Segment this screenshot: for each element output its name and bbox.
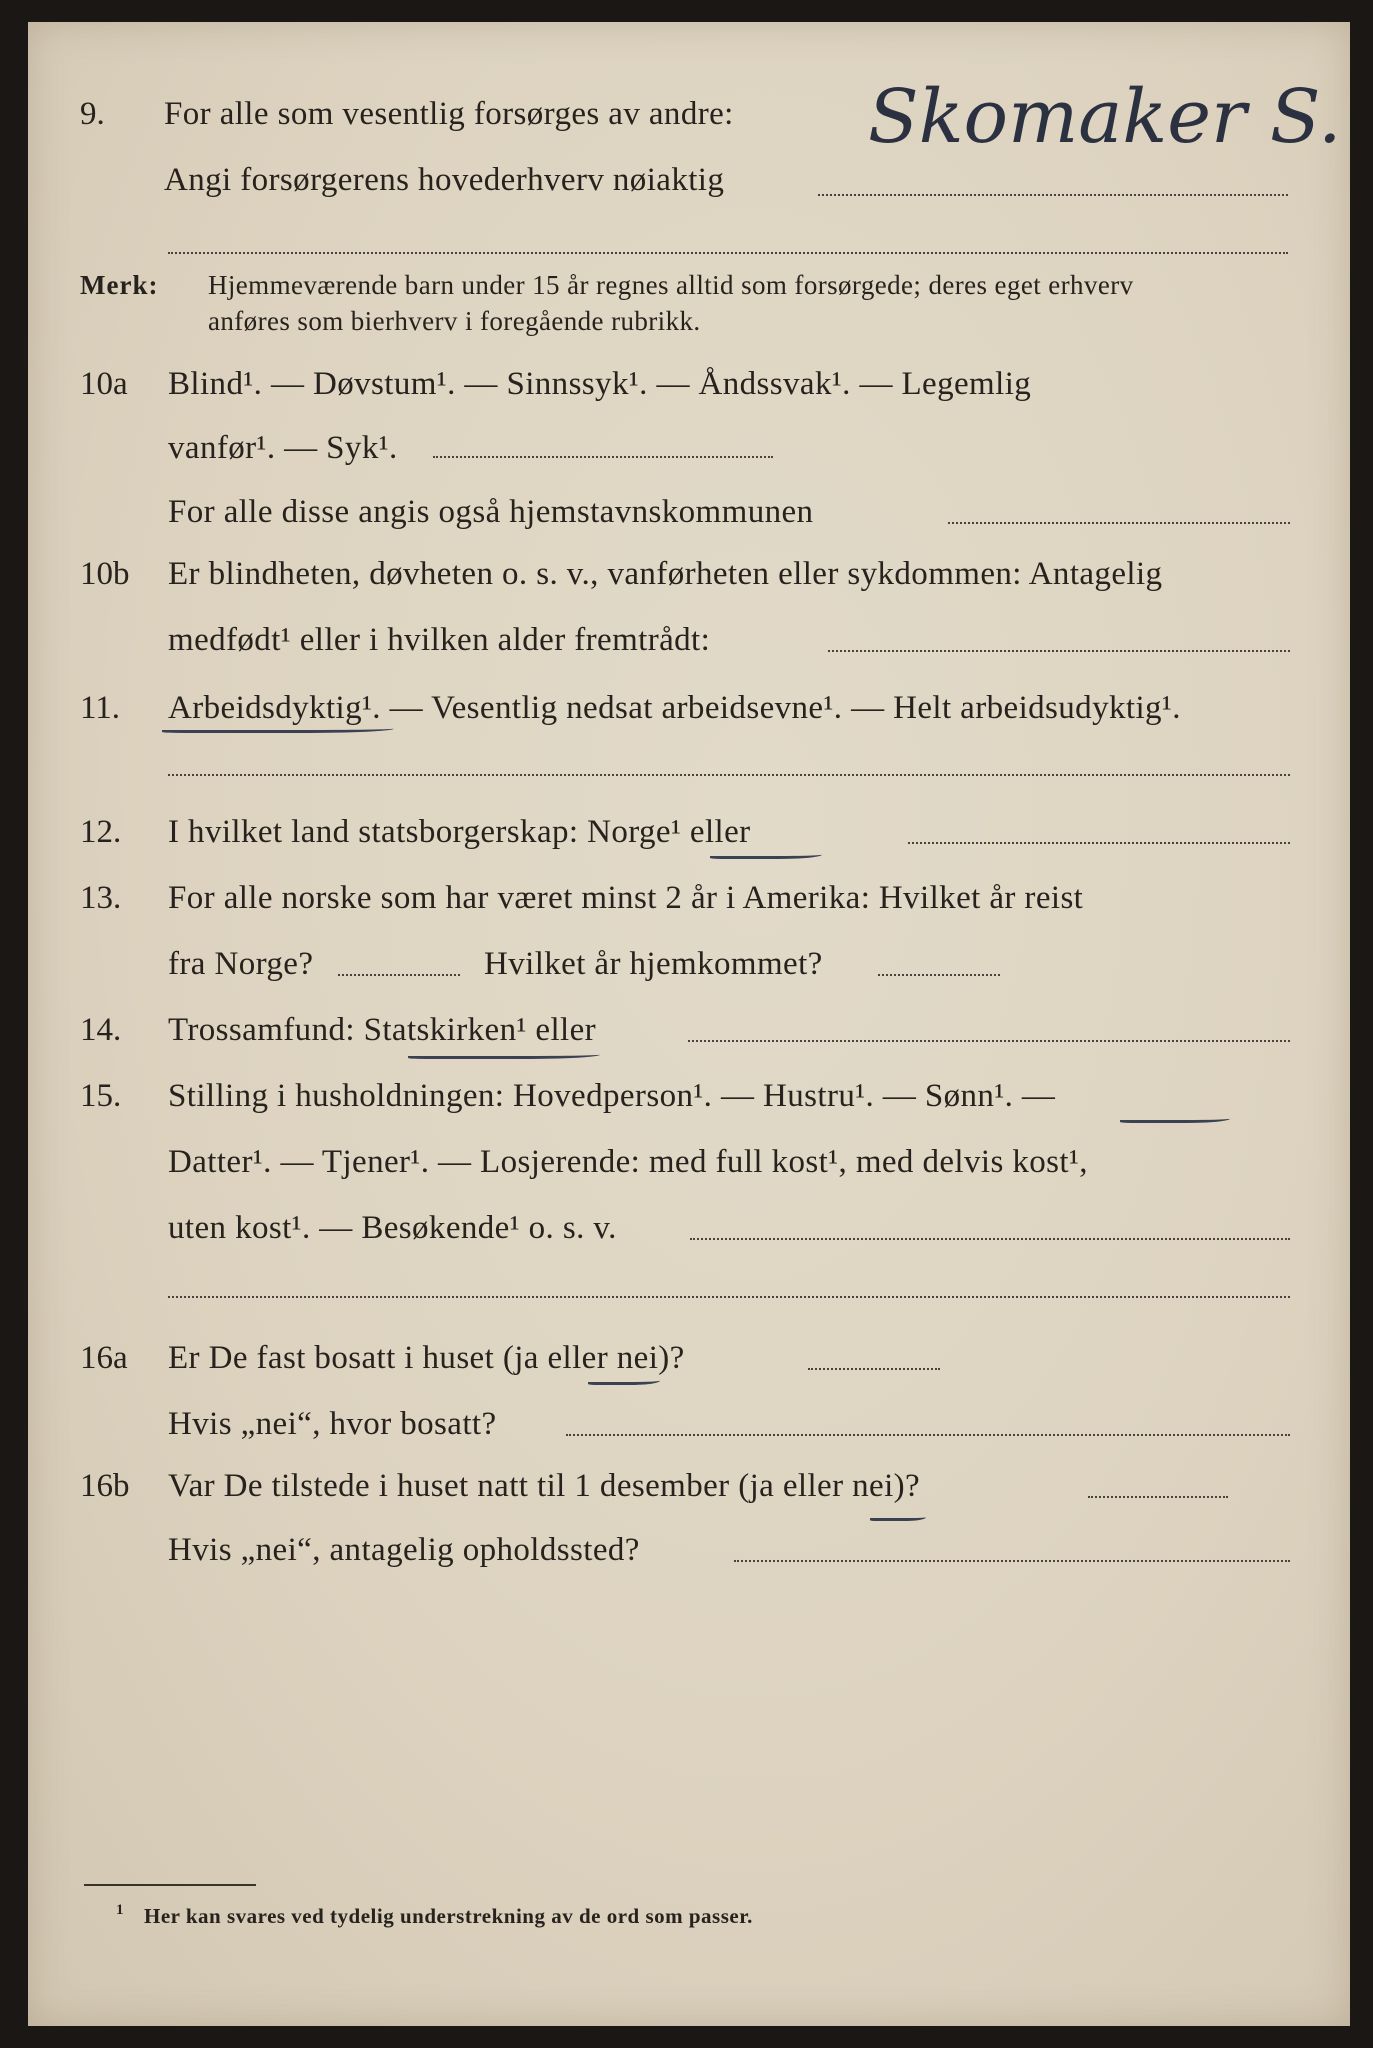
- q13-line2b: Hvilket år hjemkommet?: [484, 946, 823, 982]
- q16b-answer-line: [1088, 1496, 1228, 1498]
- footnote-mark: 1: [116, 1902, 124, 1918]
- q16a-answer-line: [808, 1368, 940, 1370]
- q15-line3: uten kost¹. — Besøkende¹ o. s. v.: [168, 1210, 617, 1246]
- q9-answer-line: [818, 194, 1288, 196]
- census-form-page: [28, 22, 1350, 2026]
- q16b-underline-mark: [870, 1512, 926, 1521]
- q10a-line2: vanfør¹. — Syk¹.: [168, 430, 398, 466]
- q12-line1: I hvilket land statsborgerskap: Norge¹ eller: [168, 814, 751, 850]
- q14-answer-line: [688, 1040, 1290, 1042]
- q10b-answer-line: [828, 650, 1290, 652]
- merk-line2: anføres som bierhverv i foregående rubrikk.: [208, 306, 701, 336]
- q13-answer-a: [338, 974, 460, 976]
- q14-number: 14.: [80, 1012, 122, 1048]
- footnote-text: Her kan svares ved tydelig understrekning av de ord som passer.: [144, 1904, 753, 1928]
- q15-line1: Stilling i husholdningen: Hovedperson¹. — Hustru¹. — Sønn¹. —: [168, 1078, 1056, 1114]
- q16b-number: 16b: [80, 1468, 130, 1504]
- q15-number: 15.: [80, 1078, 122, 1114]
- q11-underline-mark: [162, 722, 394, 733]
- q10a-number: 10a: [80, 366, 128, 402]
- q16b-line2-answer: [734, 1560, 1290, 1562]
- q15-answer-line: [690, 1238, 1290, 1240]
- q16a-line2-answer: [566, 1434, 1290, 1436]
- q9-line1: For alle som vesentlig forsørges av andre:: [164, 96, 734, 132]
- q13-number: 13.: [80, 880, 122, 916]
- q11-number: 11.: [80, 690, 121, 726]
- q14-line1: Trossamfund: Statskirken¹ eller: [168, 1012, 597, 1048]
- q16b-line1: Var De tilstede i huset natt til 1 desember (ja eller nei)?: [168, 1468, 921, 1504]
- q10a-line1: Blind¹. — Døvstum¹. — Sinnssyk¹. — Åndssvak¹. — Legemlig: [168, 366, 1032, 402]
- merk-label: Merk:: [80, 270, 159, 300]
- q15-line2: Datter¹. — Tjener¹. — Losjerende: med full kost¹, med delvis kost¹,: [168, 1144, 1088, 1180]
- q10a-line3: For alle disse angis også hjemstavnskommunen: [168, 494, 814, 530]
- q10a-line3-answer: [948, 522, 1290, 524]
- q13-line1: For alle norske som har været minst 2 år i Amerika: Hvilket år reist: [168, 880, 1084, 916]
- q10b-number: 10b: [80, 556, 130, 592]
- q9-extra-line: [168, 252, 1288, 254]
- q15-extra-line: [168, 1296, 1290, 1298]
- q16a-line1: Er De fast bosatt i huset (ja eller nei)?: [168, 1340, 685, 1376]
- q10a-line2-answer: [433, 456, 773, 458]
- q11-extra-line: [168, 774, 1290, 776]
- q11-line1: Arbeidsdyktig¹. — Vesentlig nedsat arbeidsevne¹. — Helt arbeidsudyktig¹.: [168, 690, 1181, 726]
- q16a-underline-mark: [588, 1374, 660, 1385]
- q9-handwritten-answer: Skomaker S.: [868, 74, 1342, 160]
- q10b-line2: medfødt¹ eller i hvilken alder fremtrådt:: [168, 622, 711, 658]
- q12-answer-line: [908, 842, 1290, 844]
- footnote-rule: [84, 1884, 256, 1886]
- q16a-number: 16a: [80, 1340, 128, 1376]
- q12-number: 12.: [80, 814, 122, 850]
- q13-answer-b: [878, 974, 1000, 976]
- q12-underline-mark: [710, 848, 822, 859]
- merk-line1: Hjemmeværende barn under 15 år regnes alltid som forsørgede; deres eget erhverv: [208, 270, 1134, 300]
- q15-underline-mark: [1120, 1112, 1230, 1123]
- q9-number: 9.: [80, 96, 105, 132]
- q16a-line2: Hvis „nei“, hvor bosatt?: [168, 1406, 497, 1442]
- q9-line2: Angi forsørgerens hovederhverv nøiaktig: [164, 162, 725, 198]
- q14-underline-mark: [408, 1048, 600, 1059]
- q13-line2a: fra Norge?: [168, 946, 314, 982]
- q16b-line2: Hvis „nei“, antagelig opholdssted?: [168, 1532, 640, 1568]
- q10b-line1: Er blindheten, døvheten o. s. v., vanførheten eller sykdommen: Antagelig: [168, 556, 1163, 592]
